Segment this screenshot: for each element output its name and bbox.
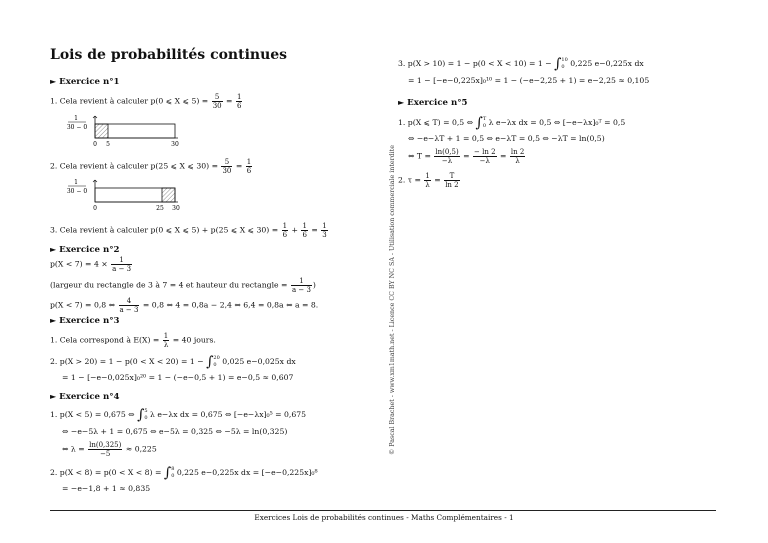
graph1-tick-0: 0 — [93, 141, 97, 148]
ex4-line-3: ⇔ λ = $\frac{\ln(0,325)}{-5}$ ≈ 0,225 — [62, 441, 157, 458]
graph2-tick-25: 25 — [156, 205, 164, 212]
ex5-line-3: ⇔ T = $\frac{\ln(0,5)}{-\lambda}$ = $\frac{- \ln 2}{-\lambda}$ = $\frac{\ln 2}{\lambda}$ — [408, 148, 525, 165]
ex4-line-5: = −e−1,8 + 1 ≈ 0,835 — [62, 484, 151, 493]
ex2-line-1: p(X < 7) = 4 × $\frac{1}{a - 3}$ — [50, 256, 132, 273]
ex5-line-1: 1. p(X ⩽ T) = 0,5 ⇔ ∫ T 0 λ e−λx dx = 0,5 ⇔ [−e−λx]₀ᵀ = 0,5 — [398, 115, 626, 131]
graph-1 — [60, 112, 190, 152]
graph-2 — [60, 176, 190, 216]
graph2-ylabel-num: 1 — [74, 179, 78, 186]
ex4-line-2: ⇔ −e−5λ + 1 = 0,675 ⇔ e−5λ = 0,325 ⇔ −5λ = ln(0,325) — [62, 427, 288, 436]
exercise-2-heading: ► Exercice n°2 — [50, 244, 120, 255]
ex1-line-1: 1. Cela revient à calculer p(0 ⩽ X ⩽ 5) = $\frac{5}{30}$ = $\frac{1}{6}$ — [50, 93, 242, 110]
ex2-line-2: (largeur du rectangle de 3 à 7 = 4 et hauteur du rectangle = $\frac{1}{a - 3}$ ) — [50, 277, 316, 294]
ex5-line-4: 2. τ = $\frac{1}{\lambda}$ = $\frac{T}{\ln 2}$ — [398, 172, 459, 189]
exercise-1-heading: ► Exercice n°1 — [50, 76, 120, 87]
ex4-line-4: 2. p(X < 8) = p(0 < X < 8) = ∫ 8 0 0,225 e−0,225x dx = [−e−0,225x]₀⁸ — [50, 465, 318, 481]
ex2-line-3: p(X < 7) = 0,8 ⇔ $\frac{4}{a - 3}$ = 0,8 ⇔ 4 = 0,8a − 2,4 ⇔ 6,4 = 0,8a ⇔ a = 8. — [50, 297, 319, 314]
ex4-line-1: 1. p(X < 5) = 0,675 ⇔ ∫ 5 0 λ e−λx dx = 0,675 ⇔ [−e−λx]₀⁵ = 0,675 — [50, 407, 307, 423]
ex4-line-6: 3. p(X > 10) = 1 − p(0 < X < 10) = 1 − ∫ 10 0 0,225 e−0,225x dx — [398, 56, 644, 72]
ex1-line-2: 2. Cela revient à calculer p(25 ⩽ X ⩽ 30) = $\frac{5}{30}$ = $\frac{1}{6}$ — [50, 158, 252, 175]
graph2-tick-30: 30 — [172, 205, 180, 212]
vertical-credit: © Pascal Brachet - www.xm1math.net - Licence CC BY NC SA - Utilisation commerciale interdite — [389, 145, 396, 455]
graph1-ylabel-den: 30 − 0 — [66, 124, 88, 131]
page-title: Lois de probabilités continues — [50, 47, 288, 63]
graph2-tick-0: 0 — [93, 205, 97, 212]
ex3-line-1: 1. Cela correspond à E(X) = $\frac{1}{\lambda}$ = 40 jours. — [50, 332, 216, 349]
footer-rule — [50, 510, 716, 511]
graph1-tick-5: 5 — [106, 141, 110, 148]
ex1-line-3: 3. Cela revient à calculer p(0 ⩽ X ⩽ 5) + p(25 ⩽ X ⩽ 30) = $\frac{1}{6}$ + $\frac{1}{6}$ = $\frac{1}{3}$ — [50, 222, 327, 239]
ex3-line-2: 2. p(X > 20) = 1 − p(0 < X < 20) = 1 − ∫ 20 0 0,025 e−0,025x dx — [50, 354, 296, 370]
exercise-3-heading: ► Exercice n°3 — [50, 315, 120, 326]
ex3-line-3: = 1 − [−e−0,025x]₀²⁰ = 1 − (−e−0,5 + 1) = e−0,5 ≈ 0,607 — [62, 373, 294, 382]
ex5-line-2: ⇔ −e−λT + 1 = 0,5 ⇔ e−λT = 0,5 ⇔ −λT = ln(0,5) — [408, 134, 605, 143]
graph1-tick-30: 30 — [171, 141, 179, 148]
graph1-ylabel-num: 1 — [74, 115, 78, 122]
footer: Exercices Lois de probabilités continues - Maths Complémentaires - 1 — [254, 513, 514, 522]
graph2-ylabel-den: 30 − 0 — [66, 188, 88, 195]
exercise-5-heading: ► Exercice n°5 — [398, 97, 468, 108]
ex4-line-7: = 1 − [−e−0,225x]₀¹⁰ = 1 − (−e−2,25 + 1) = e−2,25 ≈ 0,105 — [408, 76, 650, 85]
exercise-4-heading: ► Exercice n°4 — [50, 391, 120, 402]
